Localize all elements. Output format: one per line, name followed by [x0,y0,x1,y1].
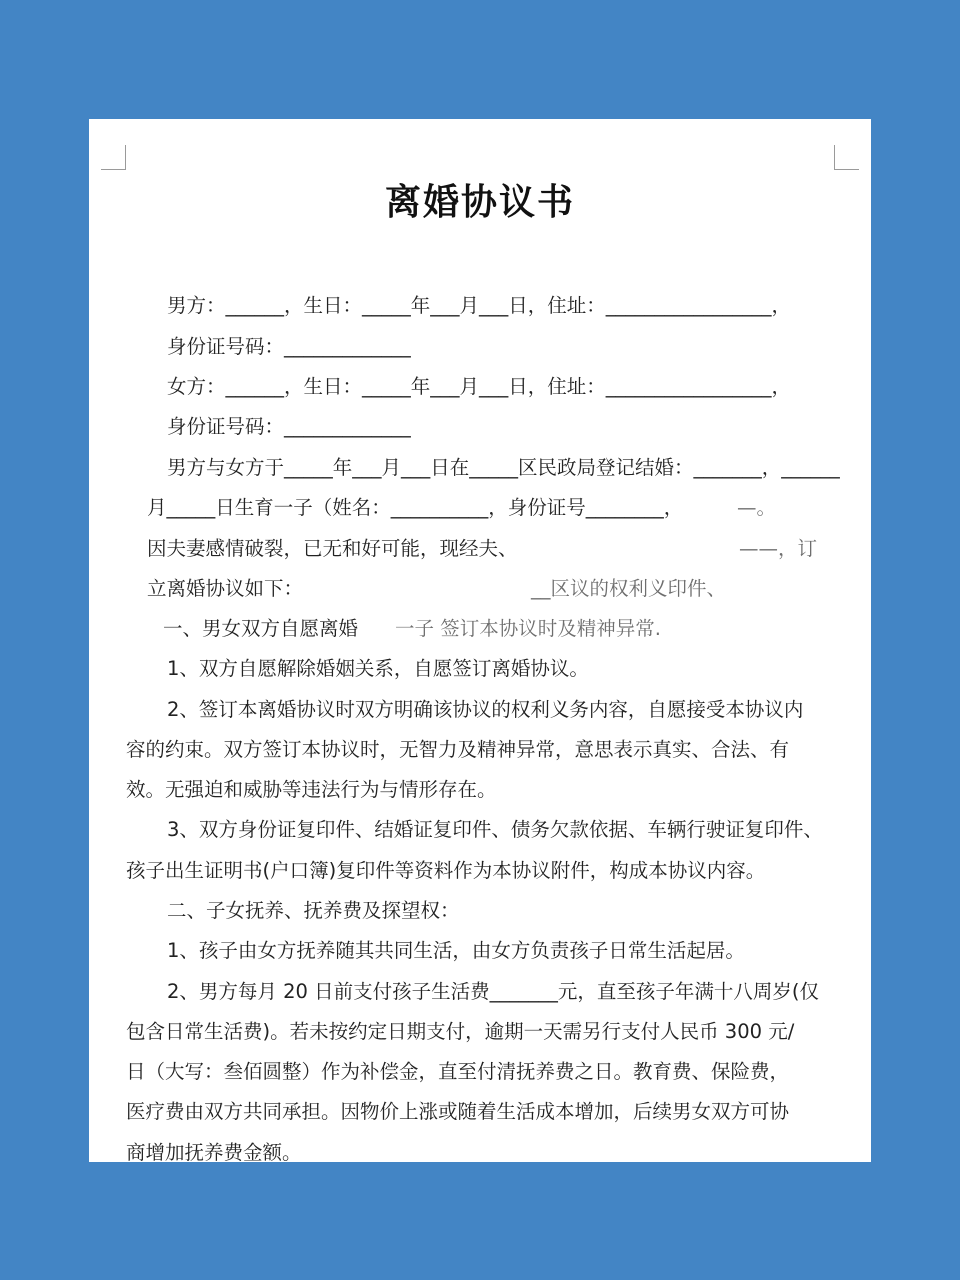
clause-1-3-line-1: 3、双方身份证复印件、结婚证复印件、债务欠款依据、车辆行驶证复印件、 [167,818,823,841]
line-child-birth: 月_____日生育一子（姓名：__________，身份证号________， [147,496,684,519]
line-man-id: 身份证号码：_____________ [167,335,411,358]
clause-2-1: 1、孩子由女方抚养随其共同生活，由女方负责孩子日常生活起居。 [167,939,745,962]
section-2-heading: 二、子女抚养、抚养费及探望权： [167,899,460,922]
line-marriage-registration: 男方与女方于_____年___月___日在_____区民政局登记结婚：_______，______ [167,456,840,479]
fragment-3: __区议的权利义印件、 [531,577,727,600]
line-reason: 因夫妻感情破裂，已无和好可能，现经夫、 [147,537,518,560]
line-woman-info: 女方：______，生日：_____年___月___日，住址：_________________， [167,375,792,398]
fragment-4: 一子 签订本协议时及精神异常. [395,617,661,640]
clause-2-2-line-2: 包含日常生活费)。若未按约定日期支付，逾期一天需另行支付人民币 300 元/ [126,1020,795,1043]
document-page [89,119,871,1162]
line-woman-id: 身份证号码：_____________ [167,415,411,438]
document-title: 离婚协议书 [384,182,575,223]
clause-1-2-line-1: 2、签订本离婚协议时双方明确该协议的权利义务内容，自愿接受本协议内 [167,698,804,721]
clause-1-3-line-2: 孩子出生证明书(户口簿)复印件等资料作为本协议附件，构成本协议内容。 [126,859,766,882]
clause-2-2-line-3: 日（大写：叁佰圆整）作为补偿金，直至付清抚养费之日。教育费、保险费， [126,1060,790,1083]
clause-1-2-line-2: 容的约束。双方签订本协议时，无智力及精神异常，意思表示真实、合法、有 [126,738,790,761]
clause-2-2-line-5: 商增加抚养费金额。 [126,1141,302,1162]
clause-2-2-line-4: 医疗费由双方共同承担。因物价上涨或随着生活成本增加，后续男女双方可协 [126,1100,790,1123]
corner-mark-top-left [101,145,126,170]
fragment-1: —。 [737,496,777,519]
corner-mark-top-right [834,145,859,170]
clause-2-2-line-1: 2、男方每月 20 日前支付孩子生活费_______元，直至孩子年满十八周岁(仅 [167,980,819,1003]
clause-1-2-line-3: 效。无强迫和威胁等违法行为与情形存在。 [126,778,497,801]
section-1-heading: 一、男女双方自愿离婚 [163,617,359,640]
clause-1-1: 1、双方自愿解除婚姻关系，自愿签订离婚协议。 [167,657,589,680]
line-man-info: 男方：______，生日：_____年___月___日，住址：_________________， [167,294,792,317]
line-agreement-intro: 立离婚协议如下： [147,577,304,600]
fragment-2: ——，订 [739,537,818,560]
